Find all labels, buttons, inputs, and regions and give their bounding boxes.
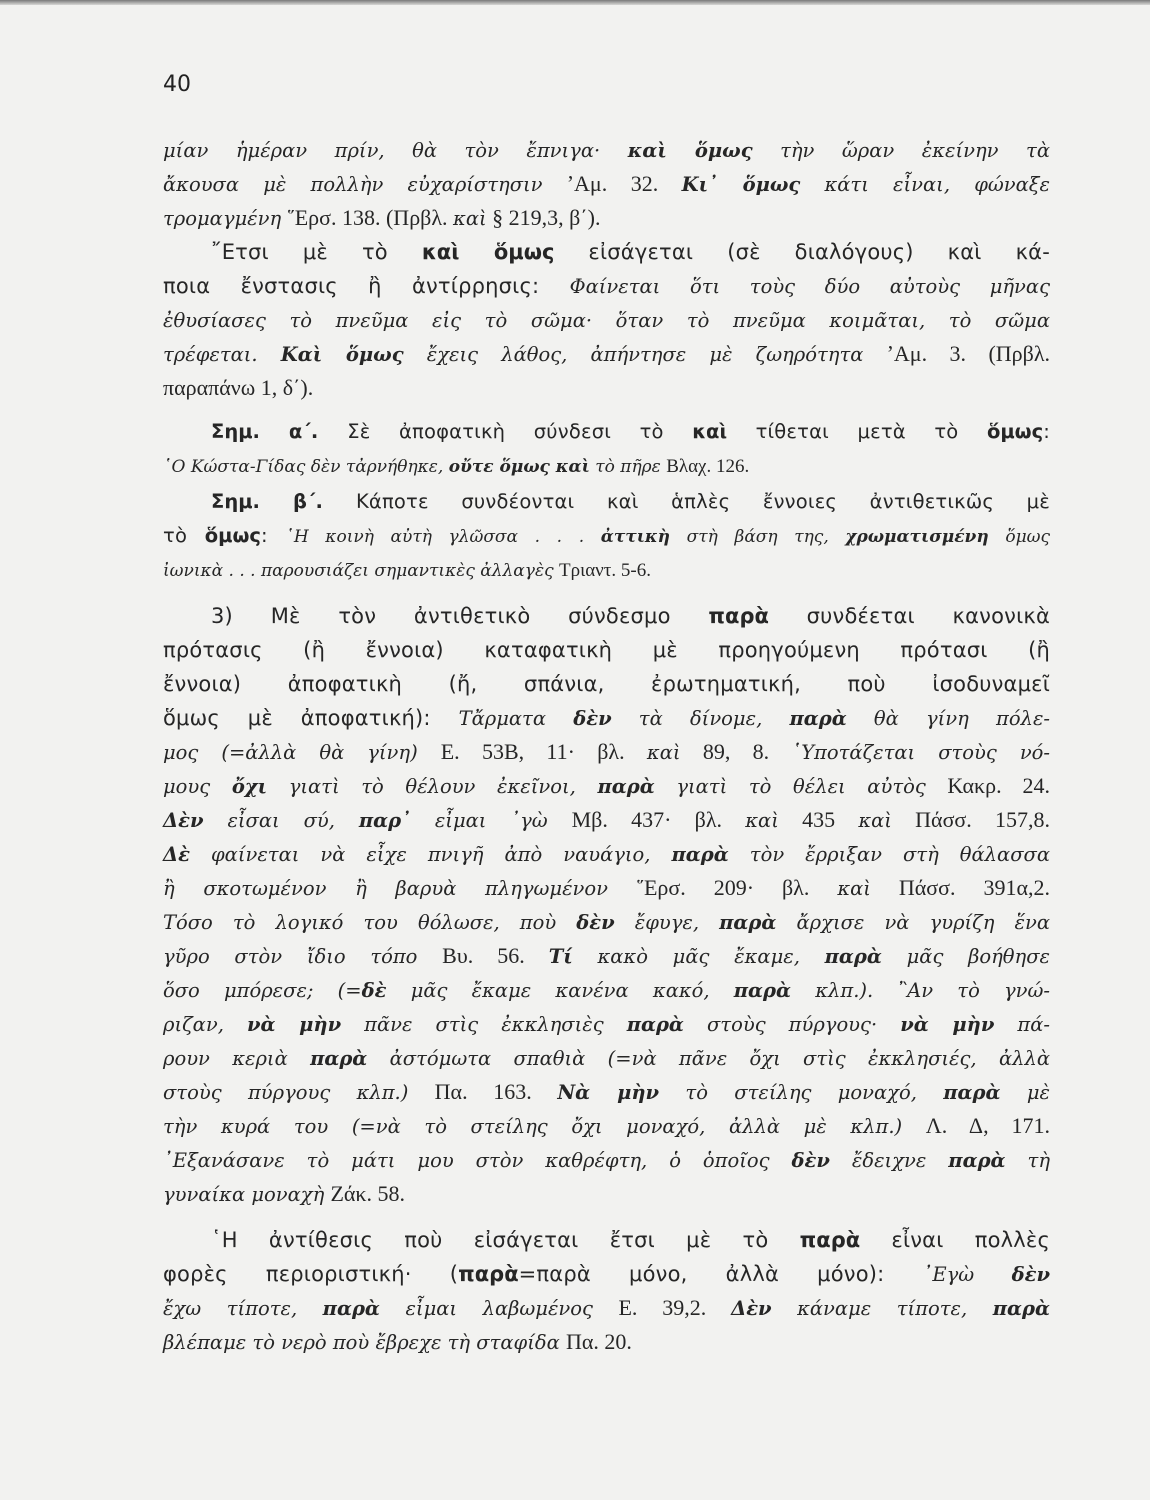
page-body <box>163 133 1050 1359</box>
text-run: φορὲς περιοριστική· ( <box>163 1262 459 1286</box>
emphasis-text-run: παρὰ <box>458 1262 519 1286</box>
text-run: πᾶνε στὶς ἐκκλησιὲς <box>341 1013 627 1036</box>
paragraph <box>163 1223 1050 1359</box>
text-run: ὅμως <box>988 527 1050 547</box>
emphasis-text-run: ὅμως <box>204 524 261 547</box>
text-run: ἢ σκοτωμένον ἢ βαρυὰ πληγωμένον <box>163 877 637 900</box>
text-run: θὰ γίνη πόλε- <box>846 707 1051 730</box>
emphasis-text-run: δὲ <box>361 979 387 1002</box>
emphasis-text-run: ὄχι <box>231 775 268 798</box>
text-run: ἰωνικὰ . . . παρουσιάζει σημαντικὲς ἀλλαγὲς <box>163 561 559 581</box>
text-run: ἀστόμωτα σπαθιὰ (=νὰ πᾶνε ὄχι στὶς ἐκκλησιές, ἀλλὰ <box>367 1047 1050 1070</box>
text-line <box>163 803 1050 837</box>
text-run: : <box>1043 420 1050 443</box>
emphasis-text-run: δὲν <box>1011 1263 1050 1286</box>
text-run: γιατὶ τὸ θέλει αὐτὸς <box>654 775 948 798</box>
emphasis-text-run: δὲν <box>576 911 615 934</box>
text-line <box>163 1007 1050 1041</box>
text-line <box>163 1109 1050 1143</box>
text-line <box>163 599 1050 633</box>
text-run: 89, 8. <box>680 739 792 764</box>
text-line <box>163 871 1050 905</box>
text-run: τὴν κυρά του (=νὰ τὸ στείλης ὄχι μοναχό, ἀλλὰ μὲ κλπ.) <box>163 1115 926 1138</box>
text-run: τὸ <box>163 524 205 547</box>
text-run: ῎Ετσι μὲ τὸ <box>211 240 422 264</box>
text-run: μᾶς βοήθησε <box>881 945 1050 968</box>
text-run: Τἄρματα <box>458 707 574 730</box>
text-run: ἔδειχνε <box>829 1149 949 1172</box>
text-line <box>163 337 1050 371</box>
emphasis-text-run: νὰ μὴν <box>900 1013 995 1036</box>
emphasis-text-run: καὶ ὅμως <box>627 139 753 162</box>
text-run: Ε. 53Β, 11· βλ. <box>440 739 647 764</box>
text-run: Σὲ ἀποφατικὴ σύνδεσι τὸ <box>347 420 693 443</box>
text-line <box>163 769 1050 803</box>
emphasis-text-run: παρὰ <box>948 1149 1006 1172</box>
text-line <box>163 235 1050 269</box>
text-run: μᾶς ἔκαμε κανένα κακό, <box>386 979 734 1002</box>
text-line <box>163 837 1050 871</box>
text-run: γῦρο στὸν ἴδιο τόπο <box>163 945 443 968</box>
text-run: ἄκουσα μὲ πολλὴν εὐχαρίστησιν <box>163 173 567 196</box>
text-run: εἰσάγεται (σὲ διαλόγους) καὶ κά- <box>554 240 1050 264</box>
text-line <box>163 201 1050 235</box>
text-run: καὶ <box>453 207 487 230</box>
text-line <box>163 973 1050 1007</box>
text-run: ῾Η κοινὴ αὐτὴ γλῶσσα . . . <box>285 527 601 547</box>
text-line <box>163 1223 1050 1257</box>
paragraph <box>163 235 1050 405</box>
text-run: στὴ βάση της, <box>670 527 846 547</box>
emphasis-text-run: καὶ <box>692 420 728 443</box>
text-run: ὅσο μπόρεσε; (= <box>163 979 362 1002</box>
text-run: παραπάνω 1, δ΄). <box>163 375 314 400</box>
text-line <box>163 167 1050 201</box>
emphasis-text-run: παρὰ <box>733 979 792 1002</box>
text-run: ἐθυσίασες τὸ πνεῦμα εἰς τὸ σῶμα· ὅταν τὸ πνεῦμα κοιμᾶται, τὸ σῶμα <box>163 309 1050 332</box>
text-run: Λ. Δ, 171. <box>925 1113 1051 1138</box>
text-run: ῾Η ἀντίθεσις ποὺ εἰσάγεται ἔτσι μὲ τὸ <box>211 1228 800 1252</box>
emphasis-text-run: παρὰ <box>824 945 882 968</box>
text-run: 435 <box>778 807 859 832</box>
emphasis-text-run: παρὰ <box>597 775 655 798</box>
text-line <box>163 1143 1050 1177</box>
text-line <box>163 1075 1050 1109</box>
text-run: ἄρχισε νὰ γυρίζη ἕνα <box>776 911 1051 934</box>
text-line <box>163 518 1050 552</box>
emphasis-text-run: Δὲ <box>163 843 190 866</box>
scan-edge <box>0 0 1150 5</box>
text-line <box>163 484 1050 518</box>
text-line <box>163 1177 1050 1211</box>
text-run: Φαίνεται ὅτι τοὺς δύο αὐτοὺς μῆνας <box>569 275 1051 298</box>
text-run: : <box>260 524 286 547</box>
text-line <box>163 303 1050 337</box>
text-run: καὶ <box>858 809 892 832</box>
text-run: Κακρ. 24. <box>947 773 1050 798</box>
text-run: καὶ <box>745 809 779 832</box>
text-run: ῞Ερσ. 138. (Πρβλ. <box>287 205 454 230</box>
text-run: πά- <box>994 1013 1050 1036</box>
text-run: στοὺς πύργους· <box>683 1013 901 1036</box>
text-run: =παρὰ μόνο, ἀλλὰ μόνο): <box>518 1262 923 1286</box>
text-run: Μβ. 437· βλ. <box>571 807 746 832</box>
emphasis-text-run: δὲν <box>573 707 612 730</box>
text-line <box>163 905 1050 939</box>
emphasis-text-run: χρωματισμένη <box>845 527 989 547</box>
text-run: τὴν ὥραν ἐκείνην τὰ <box>752 139 1050 162</box>
text-line <box>163 269 1050 303</box>
text-run: εἶσαι σύ, <box>203 809 359 832</box>
text-run: ʼΑμ. 3. (Πρβλ. <box>886 341 1050 366</box>
emphasis-text-run: Καὶ ὅμως <box>280 343 404 366</box>
text-run: κάτι εἶναι, φώναξε <box>800 173 1050 196</box>
text-run: τὸ στείλης μοναχό, <box>659 1081 944 1104</box>
text-line <box>163 133 1050 167</box>
text-line <box>163 1325 1050 1359</box>
text-run: Τριαντ. 5-6. <box>559 560 651 581</box>
emphasis-text-run: Δὲν <box>731 1297 772 1320</box>
text-run: μίαν ἡμέραν πρίν, θὰ τὸν ἔπνιγα· <box>163 139 628 162</box>
text-run: Κάποτε συνδέονται καὶ ἁπλὲς ἔννοιες ἀντιθετικῶς μὲ <box>355 490 1050 513</box>
text-run: ʼΑμ. 32. <box>566 171 682 196</box>
emphasis-text-run: ὅμως <box>986 420 1044 443</box>
text-run: ὅμως μὲ ἀποφατική): <box>163 706 459 730</box>
emphasis-text-run: παρὰ <box>799 1228 861 1252</box>
emphasis-text-run: οὔτε ὅμως καὶ <box>448 457 590 477</box>
text-run: ῾Ο Κώστα-Γίδας δὲν τἀρνήθηκε, <box>163 457 449 477</box>
note-paragraph <box>163 414 1050 482</box>
text-line <box>163 939 1050 973</box>
text-run: ἔχω τίποτε, <box>163 1297 323 1320</box>
emphasis-text-run: παρ᾽ <box>358 809 411 832</box>
text-run: τρέφεται. <box>163 343 281 366</box>
text-line <box>163 414 1050 448</box>
text-run: στοὺς πύργους κλπ.) <box>163 1081 435 1104</box>
emphasis-text-run: Σημ. β΄. <box>211 490 356 513</box>
text-run: Βλαχ. 126. <box>666 456 750 477</box>
emphasis-text-run: Τί <box>548 945 573 968</box>
text-run: εἶναι πολλὲς <box>860 1228 1050 1252</box>
text-run: Πάσσ. 157,8. <box>891 807 1051 832</box>
emphasis-text-run: νὰ μὴν <box>246 1013 342 1036</box>
emphasis-text-run: παρὰ <box>626 1013 684 1036</box>
text-run: Πα. 20. <box>565 1329 632 1354</box>
text-run: κακὸ μᾶς ἔκαμε, <box>572 945 825 968</box>
text-run: εἶμαι ᾽γὼ <box>410 809 572 832</box>
text-run: ῾Υποτάζεται στοὺς νό- <box>791 741 1051 764</box>
text-line <box>163 667 1050 701</box>
paragraph <box>163 133 1050 235</box>
text-run: ριζαν, <box>163 1013 247 1036</box>
text-run: Πάσσ. 391α,2. <box>870 875 1050 900</box>
emphasis-text-run: παρὰ <box>719 911 777 934</box>
text-line <box>163 552 1050 586</box>
text-run: καὶ <box>646 741 681 764</box>
text-run: Ζάκ. 58. <box>330 1181 406 1206</box>
text-run: γυναίκα μοναχὴ <box>163 1183 331 1206</box>
text-run: ἔφυγε, <box>614 911 720 934</box>
text-run: ποια ἔνστασις ἢ ἀντίρρησις: <box>163 274 570 298</box>
text-line <box>163 1041 1050 1075</box>
text-run: πρότασις (ἢ ἔννοια) καταφατικὴ μὲ προηγούμενη πρότασι (ἢ <box>163 638 1050 662</box>
emphasis-text-run: καὶ ὅμως <box>421 240 555 264</box>
text-run: ρουν κεριὰ <box>163 1047 311 1070</box>
emphasis-text-run: παρὰ <box>943 1081 1001 1104</box>
emphasis-text-run: παρὰ <box>992 1297 1050 1320</box>
page-number: 40 <box>163 72 191 97</box>
text-run: καὶ <box>837 877 871 900</box>
text-run: μος (=ἀλλὰ θὰ γίνη) <box>163 741 441 764</box>
text-run: ἔννοια) ἀποφατικὴ (ἤ, σπάνια, ἐρωτηματική, ποὺ ἰσοδυναμεῖ <box>163 672 1050 696</box>
text-run: μὲ <box>1000 1081 1050 1104</box>
text-run: ᾽Εγὼ <box>922 1263 1012 1286</box>
text-run: τὸ πῆρε <box>589 457 667 477</box>
text-run: βλέπαμε τὸ νερὸ ποὺ ἔβρεχε τὴ σταφίδα <box>163 1331 566 1354</box>
emphasis-text-run: παρὰ <box>310 1047 368 1070</box>
text-run: ῞Ερσ. 209· βλ. <box>636 875 838 900</box>
text-run: τὸν ἔρριξαν στὴ θάλασσα <box>728 843 1051 866</box>
emphasis-text-run: Δὲν <box>163 809 204 832</box>
text-run: κάναμε τίποτε, <box>771 1297 993 1320</box>
emphasis-text-run: δὲν <box>791 1149 830 1172</box>
text-run: 3) Μὲ τὸν ἀντιθετικὸ σύνδεσμο <box>211 604 709 628</box>
text-line <box>163 1291 1050 1325</box>
emphasis-text-run: Νὰ μὴν <box>557 1081 660 1104</box>
text-run: τρομαγμένη <box>163 207 288 230</box>
text-run: Ε. 39,2. <box>618 1295 732 1320</box>
text-run: ἔχεις λάθος, ἀπήντησε μὲ ζωηρότητα <box>403 343 887 366</box>
text-run: τὰ δίνομε, <box>611 707 790 730</box>
text-run: τὴ <box>1005 1149 1051 1172</box>
note-paragraph <box>163 484 1050 586</box>
text-line <box>163 371 1050 405</box>
text-line <box>163 701 1050 735</box>
text-run: κλπ.). ῍Αν τὸ γνώ- <box>791 979 1050 1002</box>
text-run: εἶμαι λαβωμένος <box>379 1297 619 1320</box>
text-run: ᾽Εξανάσανε τὸ μάτι μου στὸν καθρέφτη, ὁ ὁποῖος <box>163 1149 792 1172</box>
text-line <box>163 633 1050 667</box>
text-run: τίθεται μετὰ τὸ <box>727 420 987 443</box>
text-run: μους <box>163 775 232 798</box>
emphasis-text-run: παρὰ <box>789 707 847 730</box>
text-run: γιατὶ τὸ θέλουν ἐκεῖνοι, <box>267 775 598 798</box>
text-run: Βυ. 56. <box>442 943 549 968</box>
emphasis-text-run: παρὰ <box>322 1297 380 1320</box>
text-run: φαίνεται νὰ εἶχε πνιγῆ ἀπὸ ναυάγιο, <box>189 843 672 866</box>
emphasis-text-run: παρὰ <box>671 843 729 866</box>
emphasis-text-run: ἀττικὴ <box>600 527 671 547</box>
text-run: Πα. 163. <box>434 1079 558 1104</box>
text-run: συνδέεται κανονικὰ <box>768 604 1050 628</box>
text-line <box>163 448 1050 482</box>
text-run: Τόσο τὸ λογικό του θόλωσε, ποὺ <box>163 911 577 934</box>
emphasis-text-run: Κι᾽ ὅμως <box>681 173 801 196</box>
text-run: § 219,3, β΄). <box>486 205 601 230</box>
paragraph <box>163 599 1050 1211</box>
text-line <box>163 1257 1050 1291</box>
emphasis-text-run: παρὰ <box>708 604 769 628</box>
text-line <box>163 735 1050 769</box>
emphasis-text-run: Σημ. α΄. <box>211 420 348 443</box>
